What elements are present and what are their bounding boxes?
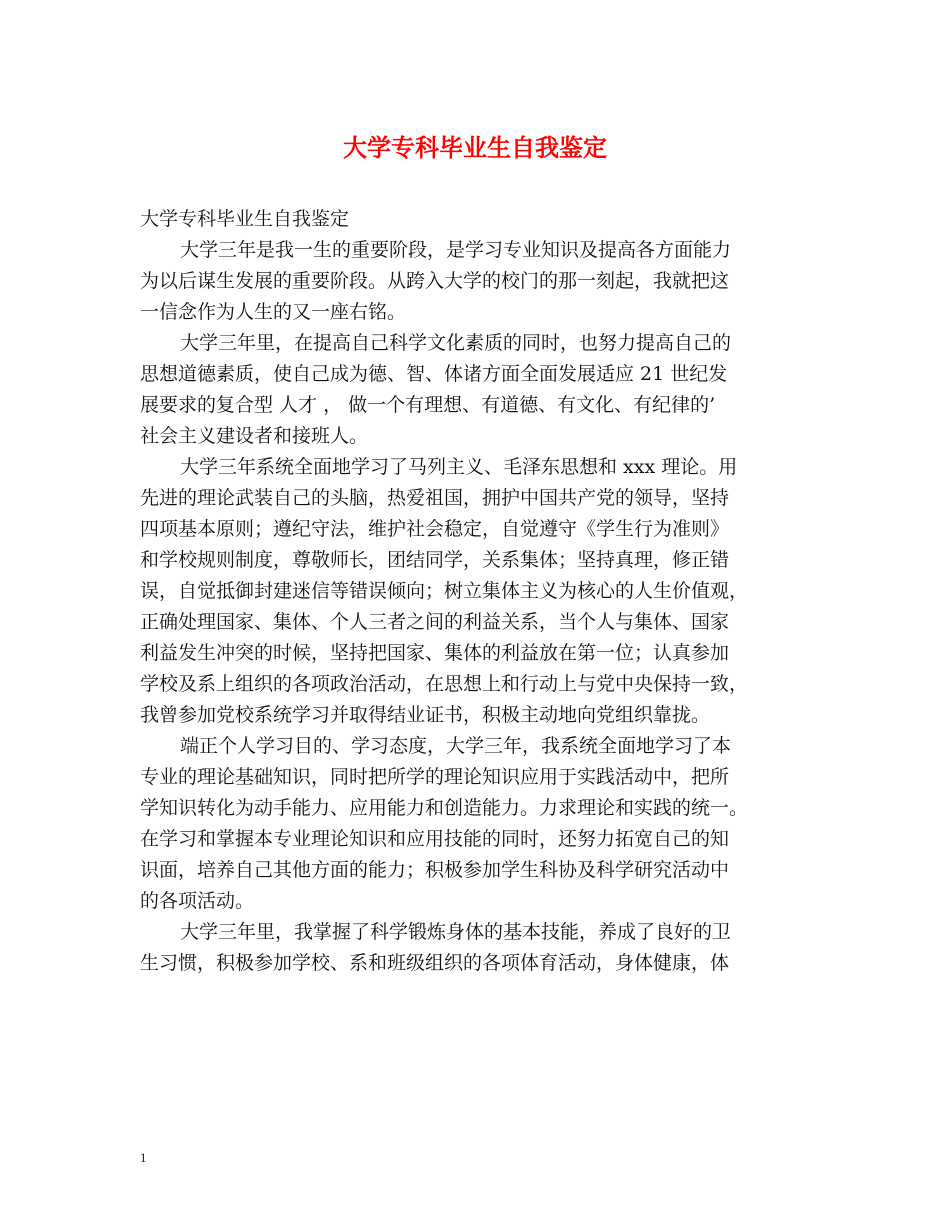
paragraph-4 (140, 731, 826, 917)
text-line: 和学校规则制度，尊敬师长，团结同学，关系集体；坚持真理，修正错 (140, 549, 730, 571)
text-line: 思想道德素质，使自己成为德、智、体诸方面全面发展适应 21 世纪发 (140, 363, 728, 385)
text-line: 生习惯，积极参加学校、系和班级组织的各项体育活动，身体健康，体 (140, 952, 730, 974)
text-line: 端正个人学习目的、学习态度，大学三年，我系统全面地学习了本 (180, 735, 732, 757)
text-line: 我曾参加党校系统学习并取得结业证书，积极主动地向党组织靠拢。 (140, 704, 711, 726)
text-line: 为以后谋生发展的重要阶段。从跨入大学的校门的那一刻起，我就把这 (140, 270, 730, 292)
text-line: 正确处理国家、集体、个人三者之间的利益关系，当个人与集体、国家 (140, 611, 730, 633)
paragraph-2 (140, 328, 826, 452)
text-line: 学校及系上组织的各项政治活动，在思想上和行动上与党中央保持一致， (140, 673, 749, 695)
text-line: 大学三年系统全面地学习了马列主义、毛泽东思想和 xxx 理论。用 (180, 456, 738, 478)
paragraph-5 (140, 917, 826, 979)
text-line: 先进的理论武装自己的头脑，热爱祖国，拥护中国共产党的领导，坚持 (140, 487, 730, 509)
text-line: 识面，培养自己其他方面的能力；积极参加学生科协及科学研究活动中 (140, 859, 730, 881)
text-line: 学知识转化为动手能力、应用能力和创造能力。力求理论和实践的统一。 (140, 797, 749, 819)
document-title: 大学专科毕业生自我鉴定 (343, 133, 607, 162)
text-line: 社会主义建设者和接班人。 (140, 425, 369, 447)
document-subtitle: 大学专科毕业生自我鉴定 (140, 208, 350, 230)
text-line: 利益发生冲突的时候，坚持把国家、集体的利益放在第一位；认真参加 (140, 642, 730, 664)
text-line: 大学三年里，在提高自己科学文化素质的同时，也努力提高自己的 (180, 332, 732, 354)
text-line: 专业的理论基础知识，同时把所学的理论知识应用于实践活动中，把所 (140, 766, 730, 788)
text-line: 一信念作为人生的又一座右铭。 (140, 301, 407, 323)
page-number: 1 (140, 1150, 147, 1165)
text-line: 大学三年里，我掌握了科学锻炼身体的基本技能，养成了良好的卫 (180, 921, 732, 943)
text-line: 四项基本原则；遵纪守法，维护社会稳定，自觉遵守《学生行为准则》 (140, 518, 730, 540)
text-line: 展要求的复合型 人才 ， 做一个有理想、有道德、有文化、有纪律的’ (140, 394, 716, 416)
paragraph-1 (140, 235, 826, 328)
document-body (140, 204, 826, 979)
text-line: 的各项活动。 (140, 890, 255, 912)
paragraph-3 (140, 452, 826, 731)
text-line: 在学习和掌握本专业理论知识和应用技能的同时，还努力拓宽自己的知 (140, 828, 730, 850)
text-line: 误，自觉抵御封建迷信等错误倾向；树立集体主义为核心的人生价值观， (140, 580, 749, 602)
text-line: 大学三年是我一生的重要阶段，是学习专业知识及提高各方面能力 (180, 239, 732, 261)
